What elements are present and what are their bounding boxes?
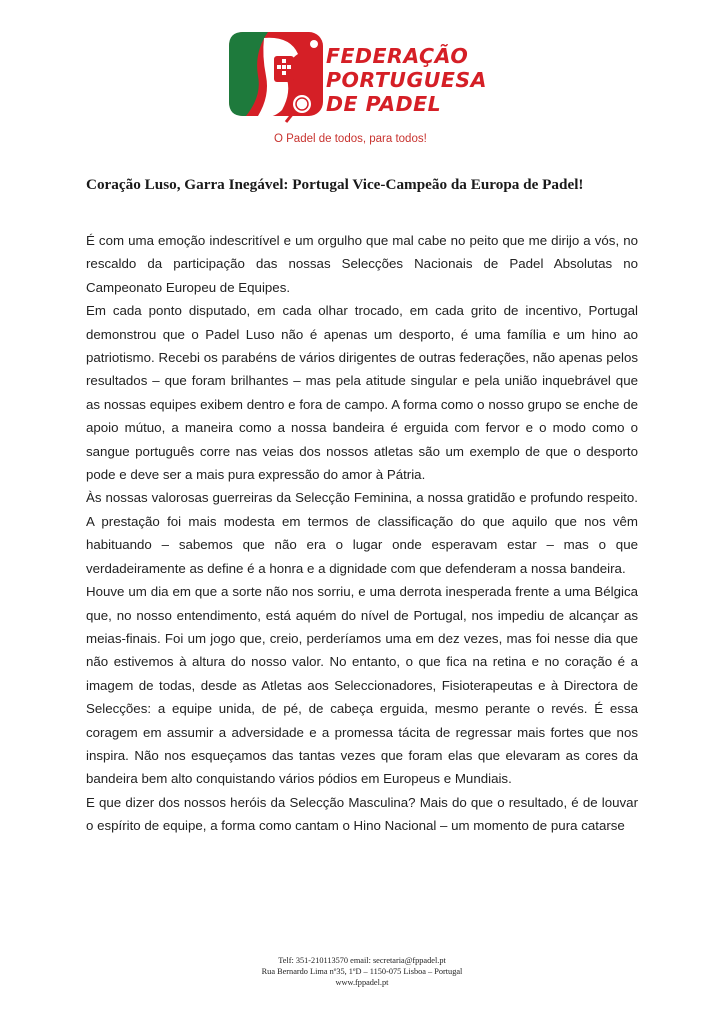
paragraph: E que dizer dos nossos heróis da Selecção Masculina? Mais do que o resultado, é de louvar o espírito de equipe, a forma como cantam o Hino Nacional – um momento de pura catarse: [86, 794, 638, 834]
paragraph: Houve um dia em que a sorte não nos sorriu, e uma derrota inesperada frente a uma Bélgica que, no nosso entendimento, está aquém do nível de Portugal, nos impediu de alcançar as meias-finais. Foi um jogo que, creio, perderíamos uma em dez vezes, mas foi nesse dia que não estivemos à altura do nosso valor. No entanto, o que fica na retina e no coração é a imagem de todas, desde as Atletas aos Seleccionadores, Fisioterapeutas e à Directora de Selecções: a equipe unida, de pé, de cabeça erguida, mesmo perante o revés. É essa coragem em assumir a adversidade e a promessa tácita de regressar mais fortes que nos inspira. Não nos esqueçamos das tantas vezes que foram elas que elevaram as cores da bandeira bem alto conquistando vários pódios em Europeus e Mundiais.: [86, 584, 638, 787]
document-title: Coração Luso, Garra Inegável: Portugal Vice-Campeão da Europa de Padel!: [86, 176, 584, 193]
logo-line: DE PADEL: [326, 92, 442, 116]
federation-logo: [228, 30, 498, 154]
footer-address: Rua Bernardo Lima nº35, 1ºD – 1150-075 Lisboa – Portugal: [261, 967, 463, 976]
logo-tagline: O Padel de todos, para todos!: [274, 133, 427, 145]
paragraph: Às nossas valorosas guerreiras da Selecção Feminina, a nossa gratidão e profundo respeito. A prestação foi mais modesta em termos de classificação do que aquilo que nos vêm habituando – sabemos que não era o lugar onde esperavam estar – mas o que verdadeiramente as define é a honra e a dignidade com que defenderam a nossa bandeira.: [86, 490, 638, 576]
logo-line: FEDERAÇÃO: [326, 44, 469, 68]
document-body: [86, 229, 638, 838]
shield-with-player-icon: [228, 30, 328, 130]
logo-wordmark: [326, 44, 506, 116]
paragraph: É com uma emoção indescritível e um orgulho que mal cabe no peito que me dirijo a vós, no rescaldo da participação das nossas Selecções Nacionais de Padel Absolutas no Campeonato Europeu de Equipes.: [86, 233, 638, 295]
paragraph: Em cada ponto disputado, em cada olhar trocado, em cada grito de incentivo, Portugal demonstrou que o Padel Luso não é apenas um desporto, é uma família e um hino ao patriotismo. Recebi os parabéns de vários dirigentes de outras federações, não apenas pelos resultados – que foram brilhantes – mas pela atitude singular e pela união inquebrável que as nossas equipes exibem dentro e fora de campo. A forma como o nosso grupo se enche de apoio mútuo, a maneira como a nossa bandeira é erguida com fervor e o modo como o sangue português corre nas veias dos nossos atletas são um exemplo de que o desporto pode e deve ser a mais pura expressão do amor à Pátria.: [86, 303, 638, 483]
document-footer: [200, 955, 524, 988]
logo-line: PORTUGUESA: [326, 68, 488, 92]
footer-contact: Telf: 351-210113570 email: secretaria@fppadel.pt: [278, 956, 446, 965]
footer-website[interactable]: www.fppadel.pt: [335, 978, 389, 987]
